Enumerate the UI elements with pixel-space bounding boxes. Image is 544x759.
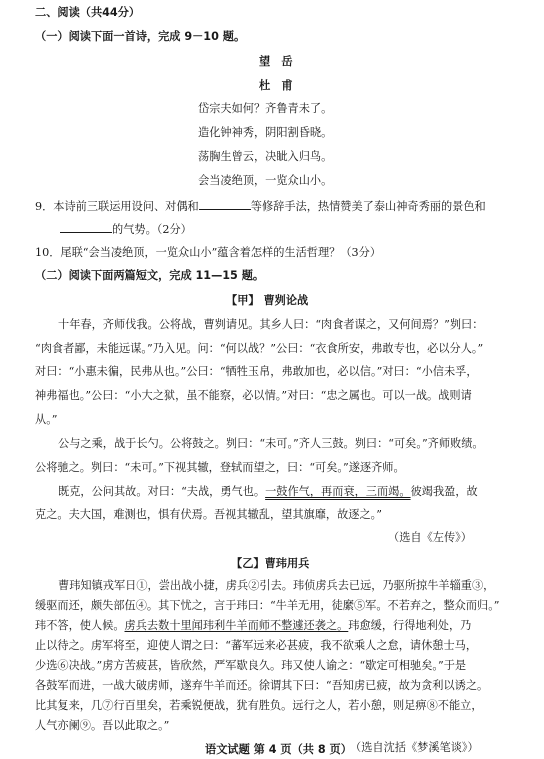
question-10: 10．尾联“会当凌绝顶，一览众山小”蕴含着怎样的生活哲理？（3分）: [35, 246, 382, 259]
passage-b-line: 各鼓军而进，一战大破虏师，遂弃牛羊而还。徐谓其下曰：“吾知虏已疲，故为贪利以诱之。: [35, 679, 489, 692]
passage-a-line: 十年春，齐师伐我。公将战，曹刿请见。其乡人曰：“肉食者谋之，又何间焉？”刿曰：: [58, 318, 484, 331]
passage-a-text: 彼竭我盈，故: [410, 485, 478, 498]
answer-blank[interactable]: [60, 222, 112, 233]
passage-a-line: 从。”: [35, 413, 58, 426]
question-9: [35, 199, 486, 212]
passage-a-line: 克之。夫大国，难测也，惧有伏焉。吾视其辙乱，望其旗靡，故逐之。”: [35, 508, 382, 521]
underlined-sentence: 一鼓作气，再而衰，三而竭。: [265, 485, 411, 498]
poem-line: 荡胸生曾云，决眦入归鸟。: [198, 150, 333, 163]
passage-b-line: 人气亦阑⑨。吾以此取之。”: [35, 719, 170, 732]
passage-a-line: “肉食者鄙，未能远谋。”乃入见。问：“何以战？”公曰：“衣食所安，弗敢专也，必以分人。”: [35, 342, 484, 355]
part1-title: （一）阅读下面一首诗，完成 9－10 题。: [35, 30, 246, 43]
passage-a-line: 对曰：“小惠未徧，民弗从也。”公曰：“牺牲玉帛，弗敢加也，必以信。”对曰：“小信未孚，: [35, 365, 478, 378]
passage-b-line: 止以待之。虏军将至，迎使人谓之曰：“蕃军远来必甚疲，我不欲乘人之怠，请休憩士马，: [35, 639, 478, 652]
poem-title: 望 岳: [259, 55, 293, 68]
passage-b-source: （选自沈括《梦溪笔谈》）: [350, 741, 479, 754]
passage-a-line: 公将驰之。刿曰：“未可。”下视其辙，登轼而望之，曰：“可矣。”遂逐齐师。: [35, 461, 405, 474]
passage-a-text: 既克，公问其故。对曰：“夫战，勇气也。: [58, 485, 266, 498]
q9-text-a: 9．本诗前三联运用设问、对偶和: [35, 200, 199, 213]
passage-a-source: （选自《左传》）: [388, 531, 472, 544]
passage-b-line: 曹玮知镇戎军日①，尝出战小捷，虏兵②引去。玮侦虏兵去已远，乃驱所掠牛羊辎重③，: [58, 579, 495, 592]
page-footer: 语文试题 第 4 页（共 8 页）: [205, 743, 352, 756]
passage-b-text: 玮愈缓，行得地利处，乃: [348, 619, 472, 632]
passage-a-title: 【甲】 曹刿论战: [226, 294, 309, 307]
underlined-sentence: 虏兵去数十里闻玮利牛羊而师不整遽还袭之。: [124, 619, 349, 632]
poem-line: 岱宗夫如何？齐鲁青未了。: [198, 102, 333, 115]
passage-b-line: 比其复来，几⑦行百里矣，若乘锐便战，犹有胜负。远行之人，若小憩，则足痹⑧不能立，: [35, 699, 483, 712]
passage-b-line: 缓驱而还，颇失部伍④。其下忧之，言于玮曰：“牛羊无用，徒縻⑤军。不若弃之，整众而归。”: [35, 599, 500, 612]
poem-author: 杜 甫: [259, 79, 293, 92]
answer-blank[interactable]: [199, 199, 251, 210]
poem-line: 会当凌绝顶，一览众山小。: [198, 174, 333, 187]
passage-a-line: [58, 486, 478, 497]
section-title: 二、阅读（共44分）: [35, 6, 141, 19]
question-9-cont: [60, 222, 192, 235]
q9-text-b: 等修辞手法，热情赞美了泰山神奇秀丽的景色和: [250, 200, 486, 213]
passage-b-line: [35, 620, 471, 631]
q9-text-c: 的气势。（2分）: [112, 223, 192, 236]
passage-b-line: 少选⑥决战。”虏方苦疲甚，皆欣然，严军歇良久。玮又使人谕之：“歇定可相驰矣。”于是: [35, 659, 467, 672]
part2-title: （二）阅读下面两篇短文，完成 11—15 题。: [35, 269, 265, 282]
passage-b-text: 玮不答，使人候。: [35, 619, 125, 632]
passage-a-line: 神弗福也。”公曰：“小大之狱，虽不能察，必以情。”对曰：“忠之属也。可以一战。战则请: [35, 389, 472, 402]
passage-a-line: 公与之乘，战于长勺。公将鼓之。刿曰：“未可。”齐人三鼓。刿曰：“可矣。”齐师败绩。: [58, 437, 484, 450]
passage-b-title: 【乙】曹玮用兵: [231, 557, 310, 570]
poem-line: 造化钟神秀，阴阳割昏晓。: [198, 126, 333, 139]
